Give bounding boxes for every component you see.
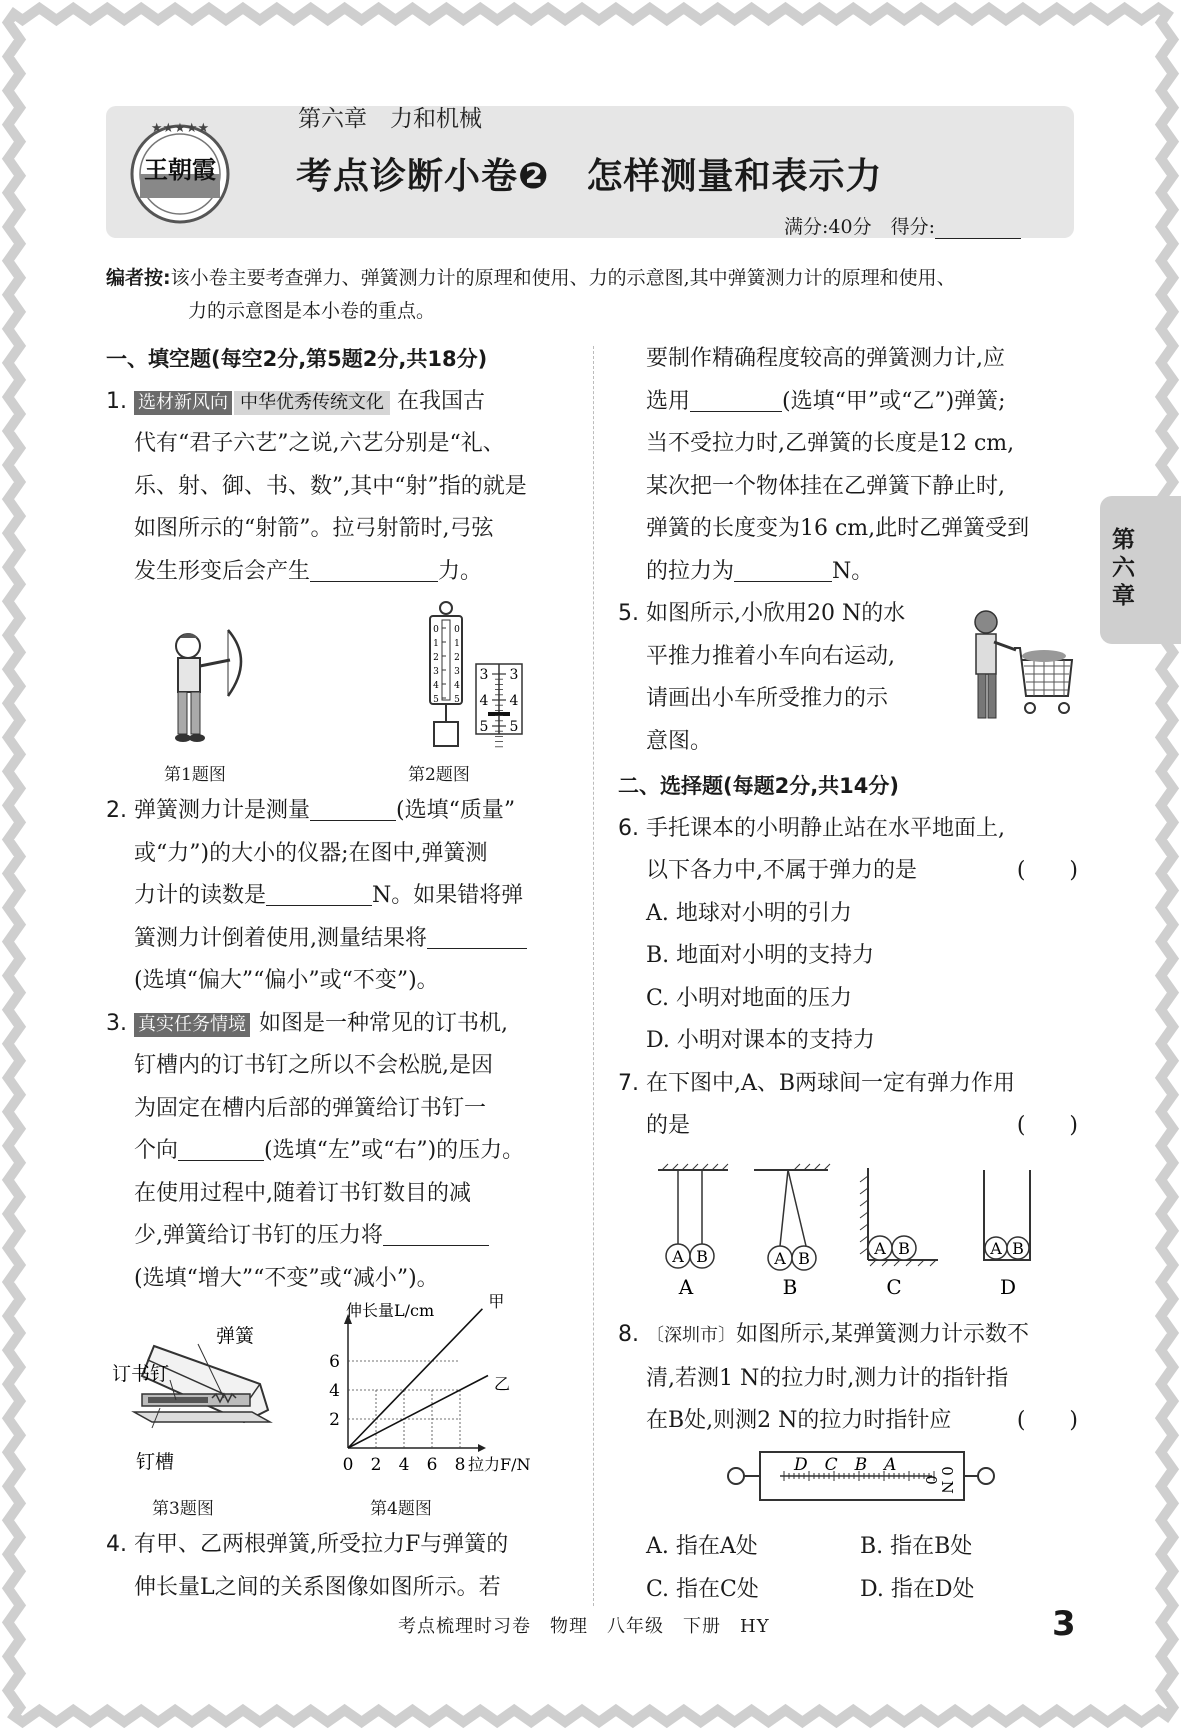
y-axis-label: 伸长量L/cm xyxy=(346,1301,435,1320)
svg-text:B: B xyxy=(1012,1239,1024,1258)
q5-line2: 平推力推着小车向右运动, xyxy=(646,643,895,669)
q6-option-a: A. 地球对小明的引力 xyxy=(646,900,852,926)
q2-line1: 2. 弹簧测力计是测量 (选填“质量” xyxy=(106,790,566,833)
label-staple: 订书钉 xyxy=(112,1363,170,1385)
series-label-yi: 乙 xyxy=(494,1374,511,1394)
q8-option-b: B. 指在B处 xyxy=(860,1534,973,1559)
q3-blank-1[interactable] xyxy=(178,1134,264,1161)
q4-line7: 弹簧的长度变为16 cm,此时乙弹簧受到 xyxy=(646,516,1030,541)
q4-line5: 当不受拉力时,乙弹簧的长度是12 cm, xyxy=(646,431,1015,456)
q4-blank-1[interactable] xyxy=(690,385,782,412)
series-line-jia xyxy=(348,1309,482,1448)
caption-fig2: 第2题图 xyxy=(408,765,470,785)
scale-tick-label-left: 1 xyxy=(433,639,439,649)
svg-text:0: 0 xyxy=(922,1475,940,1485)
editor-note xyxy=(106,262,1086,328)
q7-answer-paren[interactable]: ( ) xyxy=(1016,1113,1078,1138)
right-column-bottom xyxy=(618,1314,1078,1443)
scale-tick-label-right: 0 xyxy=(454,625,460,635)
svg-text:A: A xyxy=(672,1247,684,1266)
q6-option-c: C. 小明对地面的压力 xyxy=(646,985,853,1011)
q2-line5: (选填“偏大”“偏小”或“不变”)。 xyxy=(134,968,439,993)
svg-text:B: B xyxy=(898,1239,910,1258)
tag-traditional-culture: 中华优秀传统文化 xyxy=(234,391,390,415)
column-divider xyxy=(593,346,594,1606)
q3-line5: 在使用过程中,随着订书钉数目的减 xyxy=(134,1180,471,1206)
spring-scale-figure xyxy=(422,598,542,756)
caption-fig4: 第4题图 xyxy=(370,1499,432,1519)
svg-text:A: A xyxy=(990,1239,1002,1258)
q4-line6: 某次把一个物体挂在乙弹簧下静止时, xyxy=(646,473,1005,499)
q2-line4: 簧测力计倒着使用,测量结果将 xyxy=(106,918,566,961)
series-label-jia: 甲 xyxy=(488,1291,505,1311)
svg-text:A: A xyxy=(774,1249,786,1268)
q2-blank-2[interactable] xyxy=(266,879,372,906)
left-column-bottom xyxy=(106,1524,566,1609)
scale-tick-label-left: 4 xyxy=(433,681,439,691)
scale-tick-label-right: 1 xyxy=(454,639,460,649)
page-number: 3 xyxy=(1052,1604,1076,1644)
series-line-yi xyxy=(348,1376,488,1449)
x-tick-label: 2 xyxy=(370,1455,382,1475)
q7-line1: 7. 在下图中,A、B两球间一定有弹力作用 xyxy=(618,1070,1016,1096)
q2-blank-1[interactable] xyxy=(310,794,396,821)
q4-line2: 伸长量L之间的关系图像如图所示。若 xyxy=(134,1574,501,1600)
q8-option-d: D. 指在D处 xyxy=(860,1576,975,1602)
x-tick-label: 0 xyxy=(342,1455,354,1475)
left-column-middle xyxy=(106,790,566,1300)
q8-line1: 8. 〔深圳市〕如图所示,某弹簧测力计示数不 xyxy=(618,1322,1029,1347)
q5-line3: 请画出小车所受推力的示 xyxy=(646,686,889,711)
scale-tick-label-right: 5 xyxy=(454,695,460,705)
note-line-1: 该小卷主要考查弹力、弹簧测力计的原理和使用、力的示意图,其中弹簧测力计的原理和使用、 xyxy=(170,267,956,289)
x-axis-arrow xyxy=(478,1444,486,1452)
q2-blank-3[interactable] xyxy=(427,922,527,949)
q4-line3: 要制作精确程度较高的弹簧测力计,应 xyxy=(646,346,1005,371)
left-column-top xyxy=(106,338,566,593)
page-title: 考点诊断小卷❷ 怎样测量和表示力 xyxy=(296,156,883,197)
archer-figure xyxy=(150,626,260,748)
svg-text:王朝霞: 王朝霞 xyxy=(144,155,216,184)
q6-line2: 以下各力中,不属于弹力的是 ( ) xyxy=(618,850,1078,893)
q8-options xyxy=(646,1526,1086,1611)
x-axis-label: 拉力F/N xyxy=(468,1455,531,1474)
scale-tick-label-left: 0 xyxy=(433,625,439,635)
ball-diagrams-figure xyxy=(646,1156,1066,1299)
section2-title: 二、选择题(每题2分,共14分) xyxy=(618,774,900,798)
q6-option-d: D. 小明对课本的支持力 xyxy=(646,1028,875,1053)
zoom-tick-label-right: 5 xyxy=(509,719,519,735)
q3-line3: 为固定在槽内后部的弹簧给订书钉一 xyxy=(134,1095,487,1121)
q7-label-c: C xyxy=(886,1275,902,1299)
svg-text:B: B xyxy=(798,1249,810,1268)
scale-tick-label-right: 4 xyxy=(454,681,460,691)
q4-blank-2[interactable] xyxy=(734,555,832,582)
q8-options-row1 xyxy=(646,1526,1086,1569)
q4-line1: 4. 有甲、乙两根弹簧,所受拉力F与弹簧的 xyxy=(106,1532,509,1557)
q4-line8: 的拉力为 N。 xyxy=(618,551,1078,594)
zoom-tick-label-left: 3 xyxy=(479,667,489,683)
q3-line6: 少,弹簧给订书钉的压力将 xyxy=(106,1215,566,1258)
q3-blank-2[interactable] xyxy=(383,1219,489,1246)
q3-line7: (选填“增大”“不变”或“减小”)。 xyxy=(134,1265,439,1291)
svg-text:0 N: 0 N xyxy=(938,1466,956,1494)
publisher-logo xyxy=(124,116,236,228)
q5-line4: 意图。 xyxy=(646,728,713,754)
stapler-figure xyxy=(112,1318,280,1478)
note-line-2: 力的示意图是本小卷的重点。 xyxy=(188,300,436,322)
label-spring: 弹簧 xyxy=(216,1325,255,1347)
spring-extension-chart xyxy=(318,1291,568,1475)
q7-label-a: A xyxy=(678,1275,694,1299)
q3-line1: 3. 真实任务情境 如图是一种常见的订书机, xyxy=(106,1010,508,1036)
q1-answer-blank[interactable] xyxy=(310,555,438,582)
score-label: 满分:40分 得分: xyxy=(784,216,935,238)
cart-pushing-figure xyxy=(964,604,1076,732)
q1-line5: 发生形变后会产生 力。 xyxy=(106,551,566,594)
scale-tick-label-left: 2 xyxy=(433,653,439,663)
caption-fig1: 第1题图 xyxy=(164,765,226,785)
y-tick-label: 6 xyxy=(329,1352,340,1372)
svg-text:B: B xyxy=(696,1247,708,1266)
q8-line2: 清,若测1 N的拉力时,测力计的指针指 xyxy=(646,1365,1009,1391)
q1-line1: 1. 选材新风向 中华优秀传统文化 在我国古 xyxy=(106,388,486,414)
svg-text:A: A xyxy=(874,1239,886,1258)
q1-line4: 如图所示的“射箭”。拉弓射箭时,弓弦 xyxy=(134,516,494,541)
q7-label-d: D xyxy=(999,1275,1017,1299)
tag-real-task: 真实任务情境 xyxy=(134,1013,250,1037)
q8-option-a: A. 指在A处 xyxy=(646,1534,758,1559)
zoom-tick-label-left: 5 xyxy=(479,719,489,735)
q6-line1: 6. 手托课本的小明静止站在水平地面上, xyxy=(618,815,1005,841)
q8-option-c: C. 指在C处 xyxy=(646,1576,759,1602)
q2-line2: 或“力”)的大小的仪器;在图中,弹簧测 xyxy=(134,840,488,866)
section1-title: 一、填空题(每空2分,第5题2分,共18分) xyxy=(106,347,488,371)
score-line xyxy=(784,212,1021,239)
horizontal-spring-scale xyxy=(726,1440,996,1510)
footer-text: 考点梳理时习卷 物理 八年级 下册 HY xyxy=(398,1616,770,1637)
chapter-heading: 第六章 力和机械 xyxy=(298,106,482,132)
right-column-top xyxy=(618,338,1078,1148)
x-tick-label: 4 xyxy=(398,1455,410,1475)
q1-line3: 乐、射、御、书、数”,其中“射”指的就是 xyxy=(134,473,527,499)
y-tick-label: 4 xyxy=(329,1381,340,1401)
q8-line3: 在B处,则测2 N的拉力时指针应 ( ) xyxy=(618,1400,1078,1443)
score-blank[interactable] xyxy=(935,220,1021,239)
q2-line3: 力计的读数是 N。如果错将弹 xyxy=(106,875,566,918)
tag-new-material: 选材新风向 xyxy=(134,391,232,415)
label-groove: 钉槽 xyxy=(136,1451,175,1473)
q6-answer-paren[interactable]: ( ) xyxy=(1016,858,1078,883)
scale-tick-label-right: 3 xyxy=(454,667,460,677)
q7-line2: 的是 ( ) xyxy=(618,1105,1078,1148)
zoom-tick-label-right: 4 xyxy=(509,693,519,709)
q6-option-b: B. 地面对小明的支持力 xyxy=(646,943,875,968)
caption-fig3: 第3题图 xyxy=(152,1499,214,1519)
zoom-tick-label-left: 4 xyxy=(479,693,489,709)
q8-options-row2 xyxy=(646,1569,1086,1612)
scale-tick-label-left: 3 xyxy=(433,667,439,677)
q8-answer-paren[interactable]: ( ) xyxy=(1016,1408,1078,1433)
q8-scale-labels: D C B A xyxy=(794,1455,897,1475)
side-tab-label: 第六章 xyxy=(1112,527,1135,609)
y-tick-label: 2 xyxy=(329,1410,340,1430)
zoom-tick-label-right: 3 xyxy=(509,667,519,683)
q4-line4: 选用 (选填“甲”或“乙”)弹簧; xyxy=(618,381,1078,424)
scale-tick-label-right: 2 xyxy=(454,653,460,663)
note-label: 编者按: xyxy=(106,267,171,289)
scale-tick-label-left: 5 xyxy=(433,695,439,705)
q1-line2: 代有“君子六艺”之说,六艺分别是“礼、 xyxy=(134,431,505,456)
q3-line4: 个向 (选填“左”或“右”)的压力。 xyxy=(106,1130,566,1173)
q3-line2: 钉槽内的订书钉之所以不会松脱,是因 xyxy=(134,1053,493,1078)
svg-text:★★★★★: ★★★★★ xyxy=(150,121,210,136)
x-tick-label: 6 xyxy=(426,1455,438,1475)
q7-label-b: B xyxy=(782,1275,798,1299)
x-tick-label: 8 xyxy=(454,1455,466,1475)
q5-line1: 5. 如图所示,小欣用20 N的水 xyxy=(618,601,906,626)
